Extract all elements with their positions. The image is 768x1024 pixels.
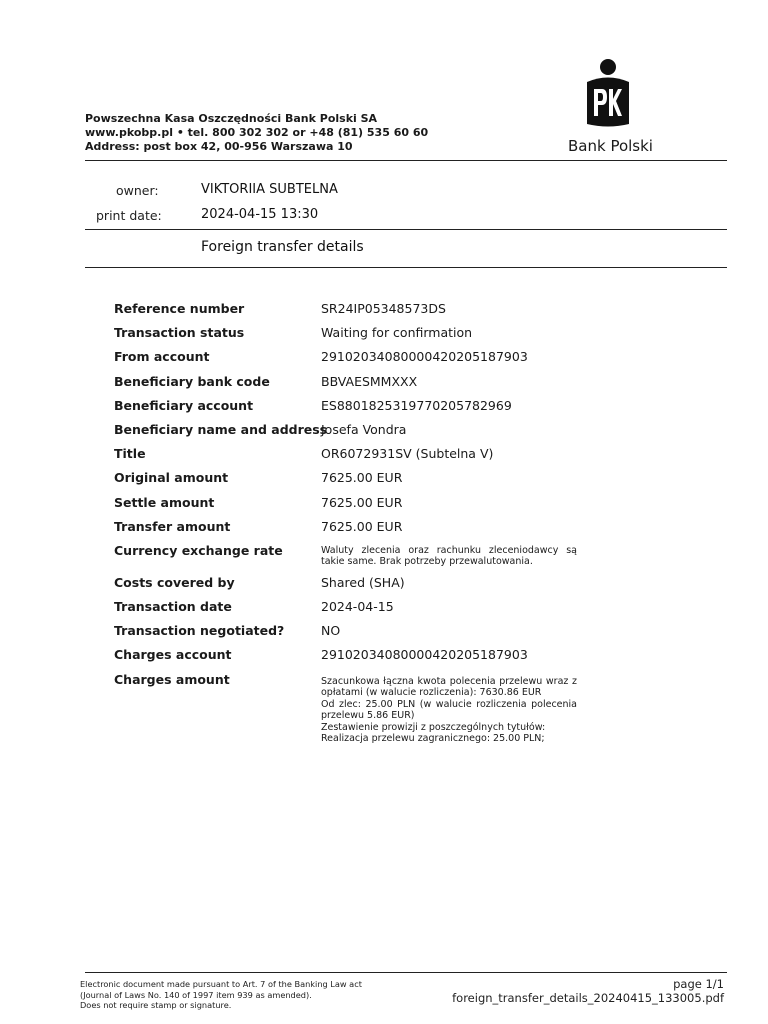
detail-row: [114, 672, 584, 752]
footer-legal-line: (Journal of Laws No. 140 of 1997 item 939 as amended).: [80, 989, 312, 1000]
currency-exchange-rate-label: Currency exchange rate: [114, 542, 283, 558]
section-title: Foreign transfer details: [201, 239, 364, 255]
settle-amount-label: Settle amount: [114, 494, 215, 510]
page-number: page 1/1: [673, 977, 724, 991]
reference-number-label: Reference number: [114, 301, 245, 316]
beneficiary-bank-code-label: Beneficiary bank code: [114, 373, 270, 389]
bank-contact: www.pkobp.pl • tel. 800 302 302 or +48 (81) 535 60 60: [85, 126, 429, 139]
transaction-negotiated-value: NO: [321, 623, 341, 639]
footer-legal: [80, 979, 362, 1011]
charges-amount-label: Charges amount: [114, 671, 230, 687]
footer-legal-line: Does not require stamp or signature.: [80, 1000, 232, 1010]
currency-exchange-rate-value: Waluty zlecenia oraz rachunku zleceniodawcy są takie same. Brak potrzeby przewalutowania.: [321, 544, 577, 568]
transaction-date-value: 2024-04-15: [321, 599, 394, 615]
detail-row: [114, 623, 584, 647]
charges-account-value: 29102034080000420205187903: [321, 647, 528, 663]
detail-row: [114, 301, 584, 325]
footer-legal-line: Electronic document made pursuant to Art. 7 of the Banking Law act: [80, 979, 362, 989]
bank-info: [85, 112, 428, 154]
costs-covered-by-value: Shared (SHA): [321, 574, 405, 590]
settle-amount-value: 7625.00 EUR: [321, 494, 403, 510]
transaction-status-label: Transaction status: [114, 325, 245, 341]
footer-divider: [85, 972, 727, 973]
detail-row: [114, 647, 584, 671]
original-amount-value: 7625.00 EUR: [321, 470, 403, 486]
detail-row: [114, 422, 584, 446]
reference-number-value: SR24IP05348573DS: [321, 301, 446, 316]
charges-amount-line: Zestawienie prowizji z poszczególnych tytułów:: [321, 721, 546, 733]
title-value: OR6072931SV (Subtelna V): [321, 446, 494, 462]
transaction-date-label: Transaction date: [114, 599, 232, 615]
charges-amount-line: Od zlec: 25.00 PLN (w walucie rozliczenia polecenia przelewu 5.86 EUR): [321, 698, 577, 722]
transaction-status-value: Waiting for confirmation: [321, 325, 473, 341]
detail-row: [114, 495, 584, 519]
costs-covered-by-label: Costs covered by: [114, 574, 235, 590]
divider: [85, 229, 727, 230]
print-date-label: print date:: [96, 208, 162, 223]
logo-text: Bank Polski: [568, 137, 653, 155]
transfer-amount-label: Transfer amount: [114, 518, 231, 534]
pko-logo-icon: [582, 58, 634, 130]
divider: [85, 160, 727, 161]
footer-right: [452, 977, 724, 1005]
divider: [85, 267, 727, 268]
original-amount-label: Original amount: [114, 470, 229, 486]
beneficiary-name-value: Josefa Vondra: [321, 421, 407, 437]
charges-account-label: Charges account: [114, 647, 232, 663]
charges-amount-line: Realizacja przelewu zagranicznego: 25.00 PLN;: [321, 733, 545, 745]
file-name: foreign_transfer_details_20240415_133005.pdf: [452, 991, 724, 1005]
owner-label: owner:: [116, 183, 159, 198]
charges-amount-line: Szacunkowa łączna kwota polecenia przelewu wraz z opłatami (w walucie rozliczenia): 7630.86 EUR: [321, 675, 577, 699]
bank-name: Powszechna Kasa Oszczędności Bank Polski SA: [85, 112, 378, 125]
detail-row: [114, 519, 584, 543]
detail-row: [114, 374, 584, 398]
from-account-label: From account: [114, 349, 210, 365]
owner-value: VIKTORIIA SUBTELNA: [201, 182, 338, 197]
transfer-amount-value: 7625.00 EUR: [321, 518, 403, 534]
print-date-value: 2024-04-15 13:30: [201, 207, 319, 222]
detail-row: [114, 325, 584, 349]
detail-row: [114, 575, 584, 599]
detail-row: [114, 470, 584, 494]
detail-row: [114, 446, 584, 470]
detail-row: [114, 543, 584, 575]
transaction-negotiated-label: Transaction negotiated?: [114, 623, 285, 639]
charges-amount-value: [321, 676, 577, 745]
title-label: Title: [114, 446, 146, 462]
detail-row: [114, 398, 584, 422]
detail-row: [114, 599, 584, 623]
beneficiary-account-value: ES8801825319770205782969: [321, 397, 512, 413]
beneficiary-bank-code-value: BBVAESMMXXX: [321, 373, 418, 389]
details-table: [114, 301, 584, 752]
beneficiary-account-label: Beneficiary account: [114, 397, 254, 413]
bank-address: Address: post box 42, 00-956 Warszawa 10: [85, 140, 353, 153]
detail-row: [114, 349, 584, 373]
beneficiary-name-label: Beneficiary name and address: [114, 421, 328, 437]
from-account-value: 29102034080000420205187903: [321, 349, 528, 365]
